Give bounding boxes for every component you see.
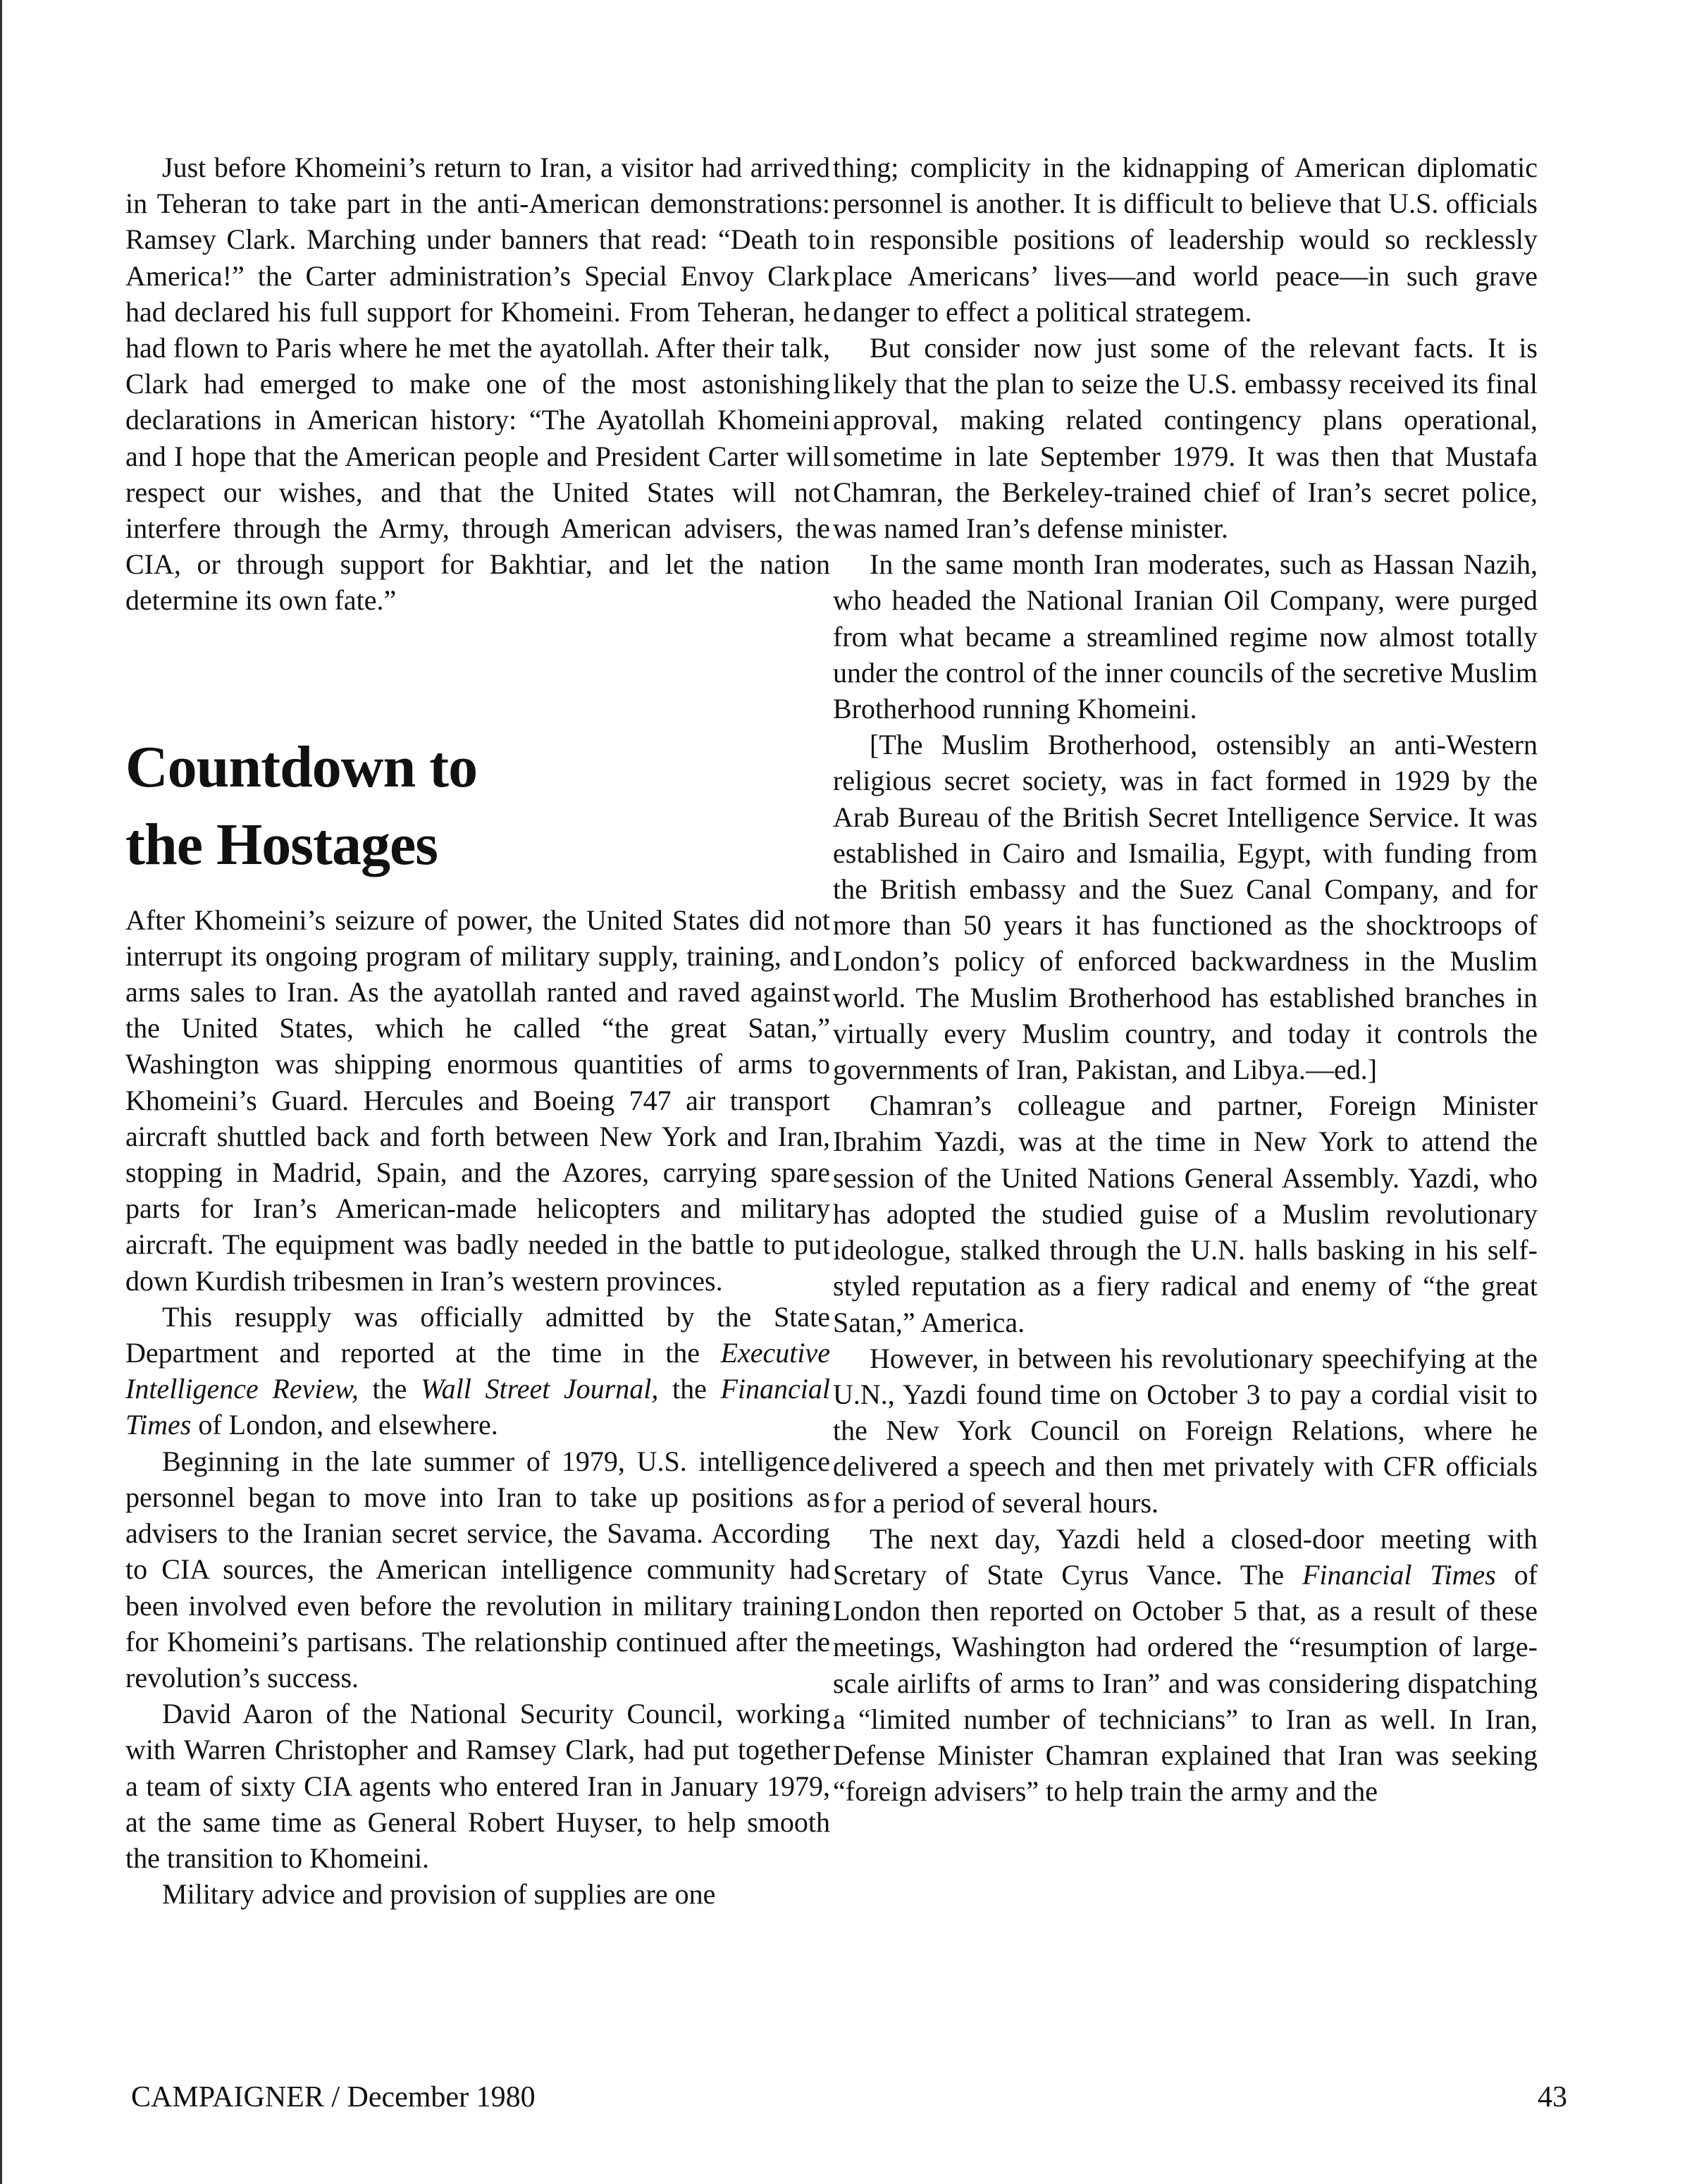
body-paragraph: Chamran’s colleague and partner, Foreign Minister Ibrahim Yazdi, was at the time in New York to attend the session of the United Nations General Assembly. Yazdi, who has adopted the studied guise of a Muslim revolutionary ideologue, stalked through the U.N. halls basking in his self-styled reputation as a fiery radical and enemy of “the great Satan,” America.	[833, 1090, 1538, 1338]
left-column	[125, 149, 830, 1912]
body-paragraph: Military advice and provision of supplies are one	[162, 1878, 716, 1911]
body-paragraph	[125, 1299, 830, 1443]
section-heading-line-2: the Hostages	[125, 811, 438, 877]
publication-name: Wall Street Journal,	[421, 1373, 659, 1405]
section-heading	[125, 729, 830, 884]
text-run: of London, and elsewhere.	[191, 1409, 498, 1441]
page-binding-edge	[0, 0, 2, 2184]
body-paragraph: After Khomeini’s seizure of power, the United States did not interrupt its ongoing program of military supply, training, and arms sales to Iran. As the ayatollah ranted and raved against the United States, which he called “the great Satan,” Washington was shipping enormous quantities of arms to Khomeini’s Guard. Hercules and Boeing 747 air transport aircraft shuttled back and forth between New York and Iran, stopping in Madrid, Spain, and the Azores, carrying spare parts for Iran’s American-made helicopters and military aircraft. The equipment was badly needed in the battle to put down Kurdish tribesmen in Iran’s western provinces.	[125, 903, 830, 1297]
publication-name: Financial Times	[125, 1373, 830, 1441]
body-paragraph: But consider now just some of the relevant facts. It is likely that the plan to seize the U.S. embassy received its final approval, making related contingency plans operational, sometime in late September 1979. It was then that Mustafa Chamran, the Berkeley-trained chief of Iran’s secret police, was named Iran’s defense minister.	[833, 332, 1538, 545]
footer-publication: CAMPAIGNER / December 1980	[131, 2081, 536, 2114]
right-column	[833, 149, 1538, 1809]
publication-name: Executive Intelligence Review,	[125, 1337, 830, 1405]
page-number: 43	[1538, 2081, 1567, 2114]
text-run: of London then reported on October 5 that, as a result of these meetings, Washington had ordered the “resumption of large-scale airlifts of arms to Iran” and was considering dispatching a “limited number of technicians” to Iran as well. In Iran, Defense Minister Chamran explained that Iran was seeking “foreign advisers” to help train the army and the	[833, 1558, 1538, 1808]
intro-paragraph: Just before Khomeini’s return to Iran, a visitor had arrived in Teheran to take part in the anti-American demonstrations: Ramsey Clark. Marching under banners that read: “Death to America!” the Carter administration’s Special Envoy Clark had declared his full support for Khomeini. From Teheran, he had flown to Paris where he met the ayatollah. After their talk, Clark had emerged to make one of the most astonishing declarations in American history: “The Ayatollah Khomeini and I hope that the American people and President Carter will respect our wishes, and that the United States will not interfere through the Army, through American advisers, the CIA, or through support for Bakhtiar, and let the nation determine its own fate.”	[125, 152, 830, 617]
body-paragraph: David Aaron of the National Security Council, working with Warren Christopher and Ramsey Clark, had put together a team of sixty CIA agents who entered Iran in January 1979, at the same time as General Robert Huyser, to help smooth the transition to Khomeini.	[125, 1698, 830, 1874]
publication-name: Financial Times	[1302, 1558, 1496, 1591]
body-paragraph: In the same month Iran moderates, such as Hassan Nazih, who headed the National Iranian Oil Company, were purged from what became a streamlined regime now almost totally under the control of the inner councils of the secretive Muslim Brotherhood running Khomeini.	[833, 548, 1538, 725]
body-paragraph: Beginning in the late summer of 1979, U.S. intelligence personnel began to move into Iran to take up positions as advisers to the Iranian secret service, the Savama. According to CIA sources, the American intelligence community had been involved even before the revolution in military training for Khomeini’s partisans. The relationship continued after the revolution’s success.	[125, 1445, 830, 1693]
section-heading-line-1: Countdown to	[125, 734, 478, 800]
continued-paragraph: thing; complicity in the kidnapping of American diplomatic personnel is another. It is difficult to believe that U.S. officials in responsible positions of leadership would so recklessly place Americans’ lives—and world peace—in such grave danger to effect a political strategem.	[833, 152, 1538, 328]
editor-note-paragraph: [The Muslim Brotherhood, ostensibly an anti-Western religious secret society, was in fact formed in 1929 by the Arab Bureau of the British Secret Intelligence Service. It was established in Cairo and Ismailia, Egypt, with funding from the British embassy and the Suez Canal Company, and for more than 50 years it has functioned as the shocktroops of London’s policy of enforced backwardness in the Muslim world. The Muslim Brotherhood has established branches in virtually every Muslim country, and today it controls the governments of Iran, Pakistan, and Libya.—ed.]	[833, 729, 1538, 1086]
text-run: the	[658, 1373, 721, 1405]
body-paragraph	[833, 1521, 1538, 1810]
text-run: The next day, Yazdi held a closed-door meeting with Scretary of State Cyrus Vance. The	[833, 1522, 1538, 1591]
text-run: This resupply was officially admitted by the State Department and reported at the time in the	[125, 1300, 830, 1369]
body-paragraph: However, in between his revolutionary speechifying at the U.N., Yazdi found time on October 3 to pay a cordial visit to the New York Council on Foreign Relations, where he delivered a speech and then met privately with CFR officials for a period of several hours.	[833, 1342, 1538, 1519]
text-run: the	[358, 1373, 421, 1405]
